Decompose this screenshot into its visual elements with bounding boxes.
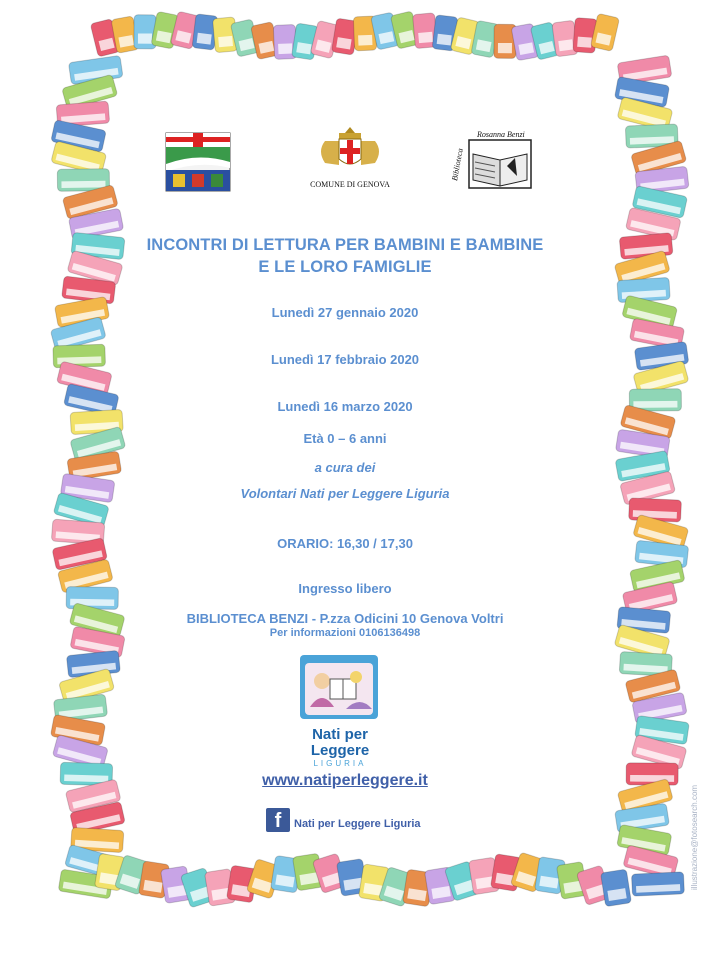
biblioteca-script: Rosanna Benzi bbox=[477, 130, 525, 139]
date-3: Lunedì 16 marzo 2020 bbox=[277, 399, 413, 414]
npl-illustration-icon bbox=[300, 655, 378, 719]
nati-per-leggere-logo bbox=[300, 655, 380, 768]
illustration-credit: illustrazione@fotosearch.com bbox=[690, 784, 699, 890]
age-range: Età 0 – 6 anni bbox=[303, 431, 387, 446]
frame-book-pages bbox=[358, 35, 372, 46]
frame-book bbox=[601, 869, 632, 907]
organizer: Volontari Nati per Leggere Liguria bbox=[240, 486, 450, 501]
date-2: Lunedì 17 febbraio 2020 bbox=[270, 352, 420, 367]
date-1: Lunedì 27 gennaio 2020 bbox=[271, 305, 419, 320]
frame-book-pages bbox=[418, 32, 433, 43]
facebook-label: Nati per Leggere Liguria bbox=[294, 818, 421, 830]
venue: BIBLIOTECA BENZI - P.zza Odicini 10 Genova Voltri bbox=[186, 611, 504, 626]
biblioteca-side-word: Biblioteca bbox=[450, 147, 465, 182]
schedule: ORARIO: 16,30 / 17,30 bbox=[277, 536, 413, 551]
frame-book-pages bbox=[278, 43, 292, 54]
comune-genova-caption: COMUNE DI GENOVA bbox=[310, 180, 390, 189]
npl-line-3: LIGURIA bbox=[313, 759, 367, 768]
frame-book-pages bbox=[296, 42, 311, 54]
npl-line-2: Leggere bbox=[310, 742, 370, 759]
logos-row bbox=[0, 120, 720, 210]
info-phone: Per informazioni 0106136498 bbox=[269, 627, 421, 639]
frame-book-pages bbox=[498, 43, 512, 53]
comune-genova-logo bbox=[300, 125, 400, 195]
website-link[interactable]: www.natiperleggere.it bbox=[262, 772, 428, 789]
frame-book-pages bbox=[138, 33, 152, 43]
entry-info: Ingresso libero bbox=[298, 581, 392, 596]
frame-book-pages bbox=[437, 34, 452, 46]
curated-by: a cura dei bbox=[314, 460, 376, 475]
regione-liguria-logo bbox=[165, 132, 231, 192]
npl-line-1: Nati per bbox=[312, 726, 368, 743]
frame-book-pages bbox=[218, 36, 233, 47]
frame-book-pages bbox=[558, 39, 573, 51]
title-line-2: E LE LORO FAMIGLIE bbox=[258, 258, 432, 276]
event-title bbox=[100, 234, 590, 278]
genova-coat-of-arms-icon bbox=[315, 125, 385, 173]
title-line-1: INCONTRI DI LETTURA PER BAMBINI E BAMBINE bbox=[146, 236, 544, 254]
frame-book-pages bbox=[577, 37, 592, 48]
open-book-icon bbox=[455, 130, 535, 192]
frame-book-pages bbox=[633, 401, 677, 408]
facebook-icon: f bbox=[266, 808, 290, 832]
biblioteca-benzi-logo bbox=[450, 130, 535, 192]
frame-book-pages bbox=[197, 33, 212, 45]
facebook-link[interactable] bbox=[266, 806, 421, 834]
